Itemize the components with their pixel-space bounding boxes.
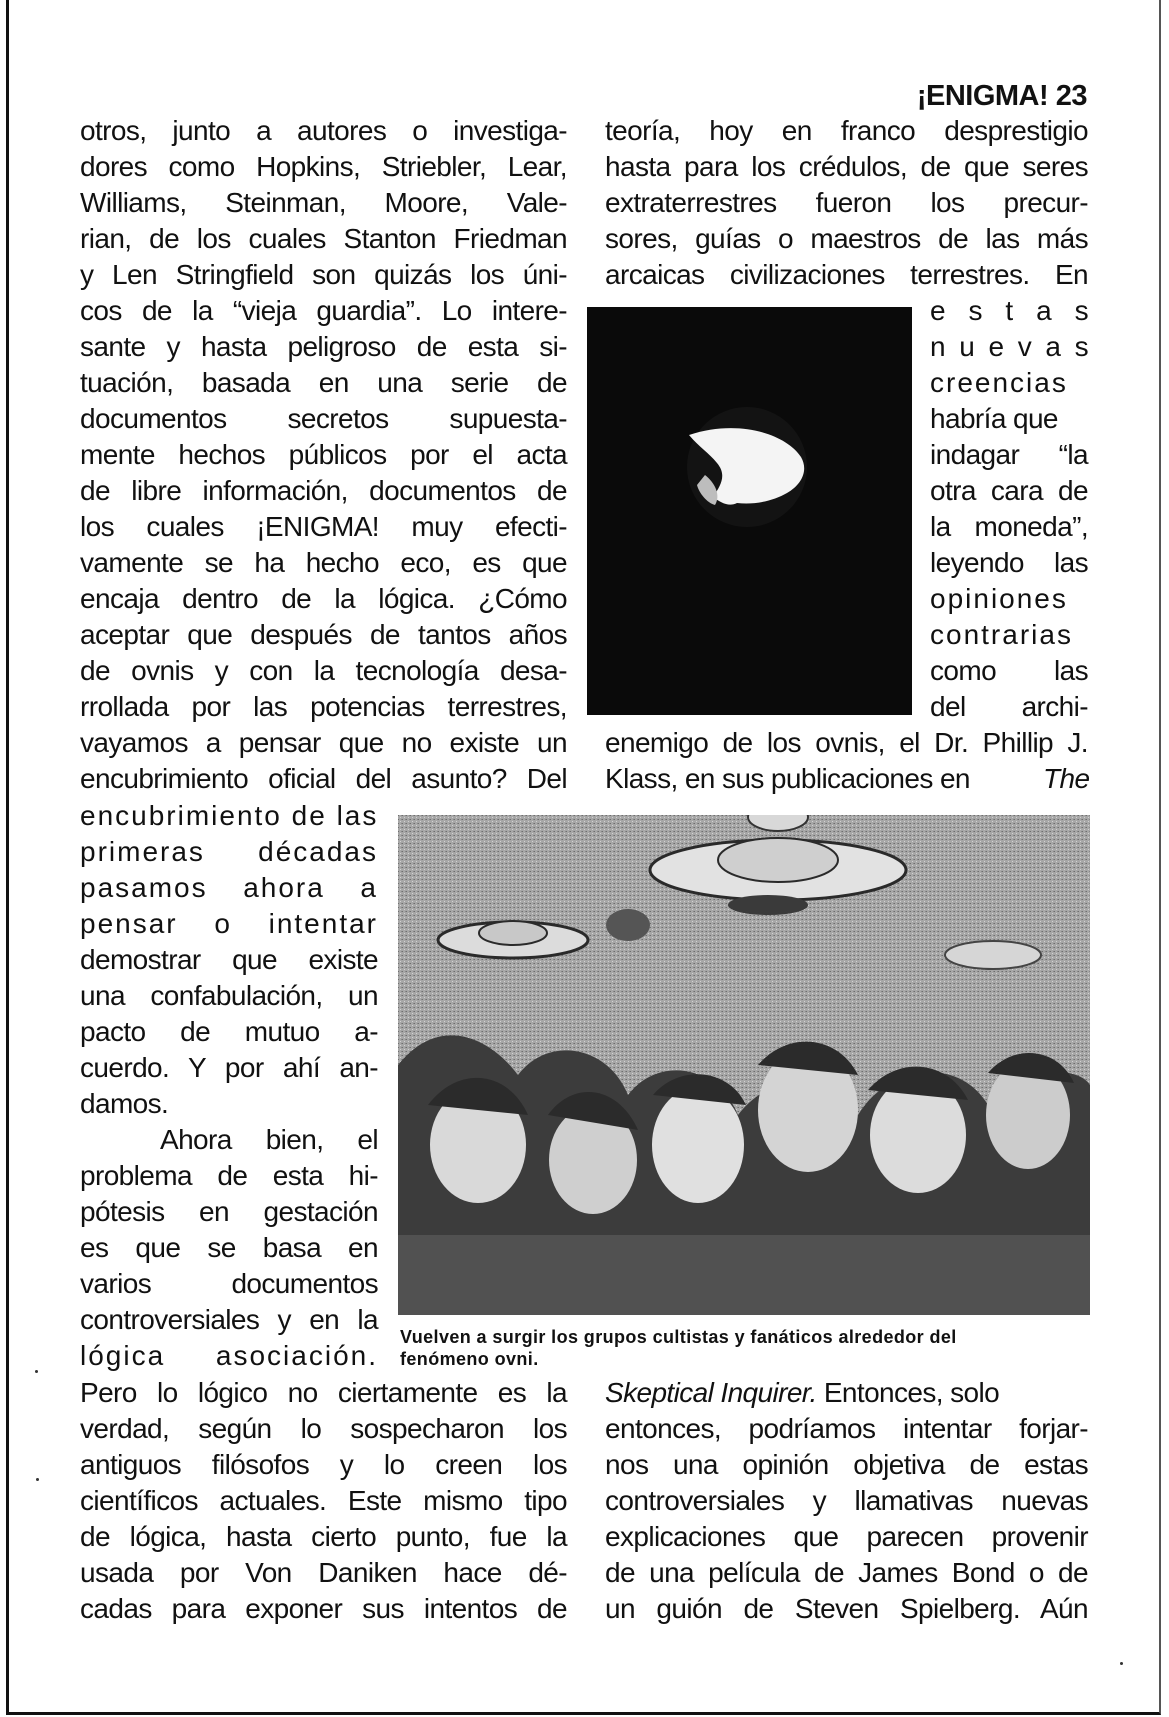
text-line: dores como Hopkins, Striebler, Lear, xyxy=(80,151,567,182)
caption-line: Vuelven a surgir los grupos cultistas y fanáticos alrededor del xyxy=(400,1327,957,1347)
text-line: n u e v a s xyxy=(930,331,1088,362)
text-line: verdad, según lo sospecharon los xyxy=(80,1413,567,1444)
text-fragment: Klass, en sus publicaciones en xyxy=(605,763,970,794)
scan-speck xyxy=(35,1370,38,1373)
text-line: la moneda”, xyxy=(930,511,1088,542)
text-line: habría que xyxy=(930,403,1058,434)
text-line: de ovnis y con la tecnología desa- xyxy=(80,655,567,686)
scan-speck xyxy=(1120,1662,1123,1665)
italic-title-start: The xyxy=(1043,763,1090,794)
text-line: damos. xyxy=(80,1088,169,1119)
ufo-silhouette-icon xyxy=(587,307,912,715)
text-line: otra cara de xyxy=(930,475,1088,506)
text-line: opiniones xyxy=(930,583,1068,614)
page-number: 23 xyxy=(1055,80,1087,112)
text-line: pensar o intentar xyxy=(80,908,378,939)
text-line: antiguos filósofos y lo creen los xyxy=(80,1449,567,1480)
text-line: demostrar que existe xyxy=(80,944,378,975)
text-line: una confabulación, un xyxy=(80,980,378,1011)
italic-title-end: Skeptical Inquirer. xyxy=(605,1377,817,1408)
text-line: pacto de mutuo a- xyxy=(80,1016,378,1047)
text-line: primeras décadas xyxy=(80,836,378,867)
ufo-crowd-illustration-icon xyxy=(398,815,1090,1315)
text-line: tuación, basada en una serie de xyxy=(80,367,567,398)
page-header xyxy=(917,80,1087,113)
text-line: mente hechos públicos por el acta xyxy=(80,439,567,470)
text-line: de libre información, documentos de xyxy=(80,475,567,506)
scan-speck xyxy=(36,1478,39,1481)
text-line: cuerdo. Y por ahí an- xyxy=(80,1052,378,1083)
text-line: los cuales ¡ENIGMA! muy efecti- xyxy=(80,511,567,542)
text-line: pótesis en gestación xyxy=(80,1196,378,1227)
text-line: encubrimiento de las xyxy=(80,800,379,831)
text-line: indagar “la xyxy=(930,439,1088,470)
text-line: sante y hasta peligroso de esta si- xyxy=(80,331,567,362)
text-line: nos una opinión objetiva de estas xyxy=(605,1449,1088,1480)
text-line: de lógica, hasta cierto punto, fue la xyxy=(80,1521,567,1552)
text-line: creencias xyxy=(930,367,1068,398)
text-line: documentos secretos supuesta- xyxy=(80,403,567,434)
text-line: aceptar que después de tantos años xyxy=(80,619,567,650)
ufo-night-photo xyxy=(587,307,912,715)
text-line: contrarias xyxy=(930,619,1073,650)
text-line: Ahora bien, el xyxy=(160,1124,378,1155)
magazine-name: ¡ENIGMA! xyxy=(916,80,1049,112)
photo-caption xyxy=(400,1326,957,1370)
text-line: arcaicas civilizaciones terrestres. En xyxy=(605,259,1088,290)
text-line: encaja dentro de la lógica. ¿Cómo xyxy=(80,583,567,614)
caption-line: fenómeno ovni. xyxy=(400,1349,539,1369)
text-line: explicaciones que parecen provenir xyxy=(605,1521,1088,1552)
text-line xyxy=(605,761,1090,797)
text-line: usada por Von Daniken hace dé- xyxy=(80,1557,567,1588)
text-line: entonces, podríamos intentar forjar- xyxy=(605,1413,1088,1444)
text-line: de una película de James Bond o de xyxy=(605,1557,1088,1588)
text-line: cadas para exponer sus intentos de xyxy=(80,1593,567,1624)
text-line: Pero lo lógico no ciertamente es la xyxy=(80,1377,567,1408)
text-line: cos de la “vieja guardia”. Lo intere- xyxy=(80,295,567,326)
text-line: vayamos a pensar que no existe un xyxy=(80,727,567,758)
text-line: lógica asociación. xyxy=(80,1340,378,1371)
text-line: problema de esta hi- xyxy=(80,1160,378,1191)
text-line xyxy=(605,1375,999,1411)
cultist-crowd-photo xyxy=(398,815,1090,1315)
text-line: vamente se ha hecho eco, es que xyxy=(80,547,567,578)
text-line: y Len Stringfield son quizás los úni- xyxy=(80,259,567,290)
text-line: del archi- xyxy=(930,691,1088,722)
text-line: un guión de Steven Spielberg. Aún xyxy=(605,1593,1088,1624)
text-line: pasamos ahora a xyxy=(80,872,378,903)
text-line: leyendo las xyxy=(930,547,1088,578)
text-line: Williams, Steinman, Moore, Vale- xyxy=(80,187,567,218)
text-line: es que se basa en xyxy=(80,1232,378,1263)
text-line: controversiales y en la xyxy=(80,1304,378,1335)
text-line: teoría, hoy en franco desprestigio xyxy=(605,115,1088,146)
text-line: como las xyxy=(930,655,1088,686)
text-line: sores, guías o maestros de las más xyxy=(605,223,1088,254)
text-line: extraterrestres fueron los precur- xyxy=(605,187,1088,218)
text-line: hasta para los crédulos, de que seres xyxy=(605,151,1088,182)
text-line: enemigo de los ovnis, el Dr. Phillip J. xyxy=(605,727,1088,758)
text-line: varios documentos xyxy=(80,1268,378,1299)
text-line: otros, junto a autores o investiga- xyxy=(80,115,567,146)
text-line: encubrimiento oficial del asunto? Del xyxy=(80,763,567,794)
text-line: controversiales y llamativas nuevas xyxy=(605,1485,1088,1516)
text-line: científicos actuales. Este mismo tipo xyxy=(80,1485,567,1516)
text-line: rrollada por las potencias terrestres, xyxy=(80,691,567,722)
text-line: e s t a s xyxy=(930,295,1088,326)
text-line: rian, de los cuales Stanton Friedman xyxy=(80,223,567,254)
text-fragment: Entonces, solo xyxy=(816,1377,1000,1408)
